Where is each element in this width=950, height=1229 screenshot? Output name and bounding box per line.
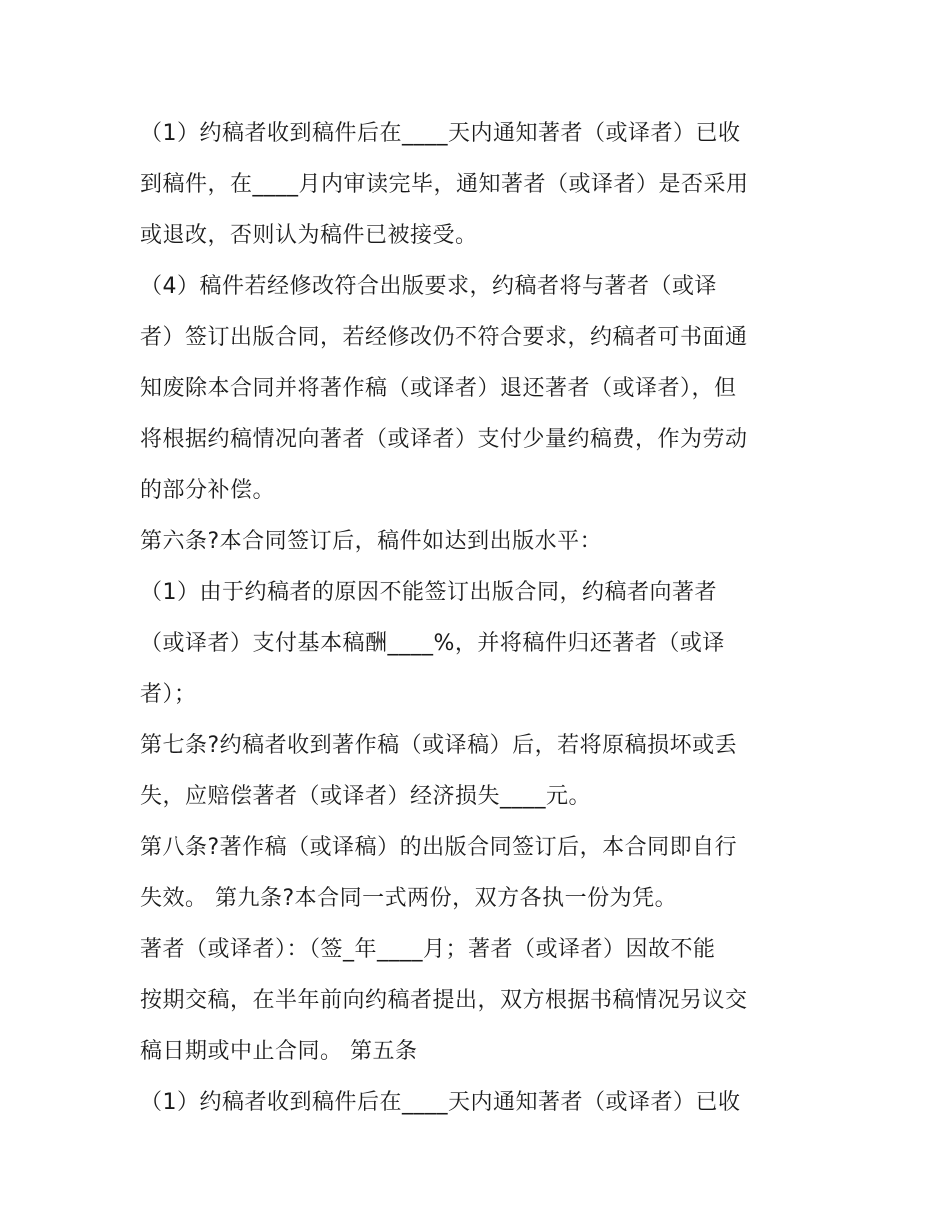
article-six-heading: 第六条?本合同签订后，稿件如达到出版水平： <box>140 529 603 554</box>
contract-text <box>140 108 830 1128</box>
text-line: 的部分补偿。 <box>140 478 276 503</box>
text-line: （1）由于约稿者的原因不能签订出版合同，约稿者向著者 <box>140 580 717 605</box>
text-line: 稿日期或中止合同。 第五条 <box>140 1039 418 1064</box>
text-line: 失效。 第九条?本合同一式两份，双方各执一份为凭。 <box>140 886 678 911</box>
article-eight-heading: 第八条?著作稿（或译稿）的出版合同签订后，本合同即自行 <box>140 835 738 860</box>
text-line: 者）； <box>140 682 197 707</box>
text-line: （4）稿件若经修改符合出版要求，约稿者将与著者（或译 <box>140 274 717 299</box>
text-line: 著者（或译者）：（签_年____月；著者（或译者）因故不能 <box>140 937 716 962</box>
text-line: 将根据约稿情况向著者（或译者）支付少量约稿费，作为劳动 <box>140 427 748 452</box>
text-line: 或退改，否则认为稿件已被接受。 <box>140 223 478 248</box>
text-line: （1）约稿者收到稿件后在____天内通知著者（或译者）已收 <box>140 121 741 146</box>
text-line: 知废除本合同并将著作稿（或译者）退还著者（或译者），但 <box>140 376 737 401</box>
text-line: 者）签订出版合同，若经修改仍不符合要求，约稿者可书面通 <box>140 325 748 350</box>
text-line: 按期交稿，在半年前向约稿者提出，双方根据书稿情况另议交 <box>140 988 748 1013</box>
text-line: 失，应赔偿著者（或译者）经济损失____元。 <box>140 784 592 809</box>
text-line: （或译者）支付基本稿酬____%，并将稿件归还著者（或译 <box>140 631 725 656</box>
article-seven-heading: 第七条?约稿者收到著作稿（或译稿）后，若将原稿损坏或丢 <box>140 733 738 758</box>
text-line: 到稿件，在____月内审读完毕，通知著者（或译者）是否采用 <box>140 172 749 197</box>
text-line: （1）约稿者收到稿件后在____天内通知著者（或译者）已收 <box>140 1090 741 1115</box>
